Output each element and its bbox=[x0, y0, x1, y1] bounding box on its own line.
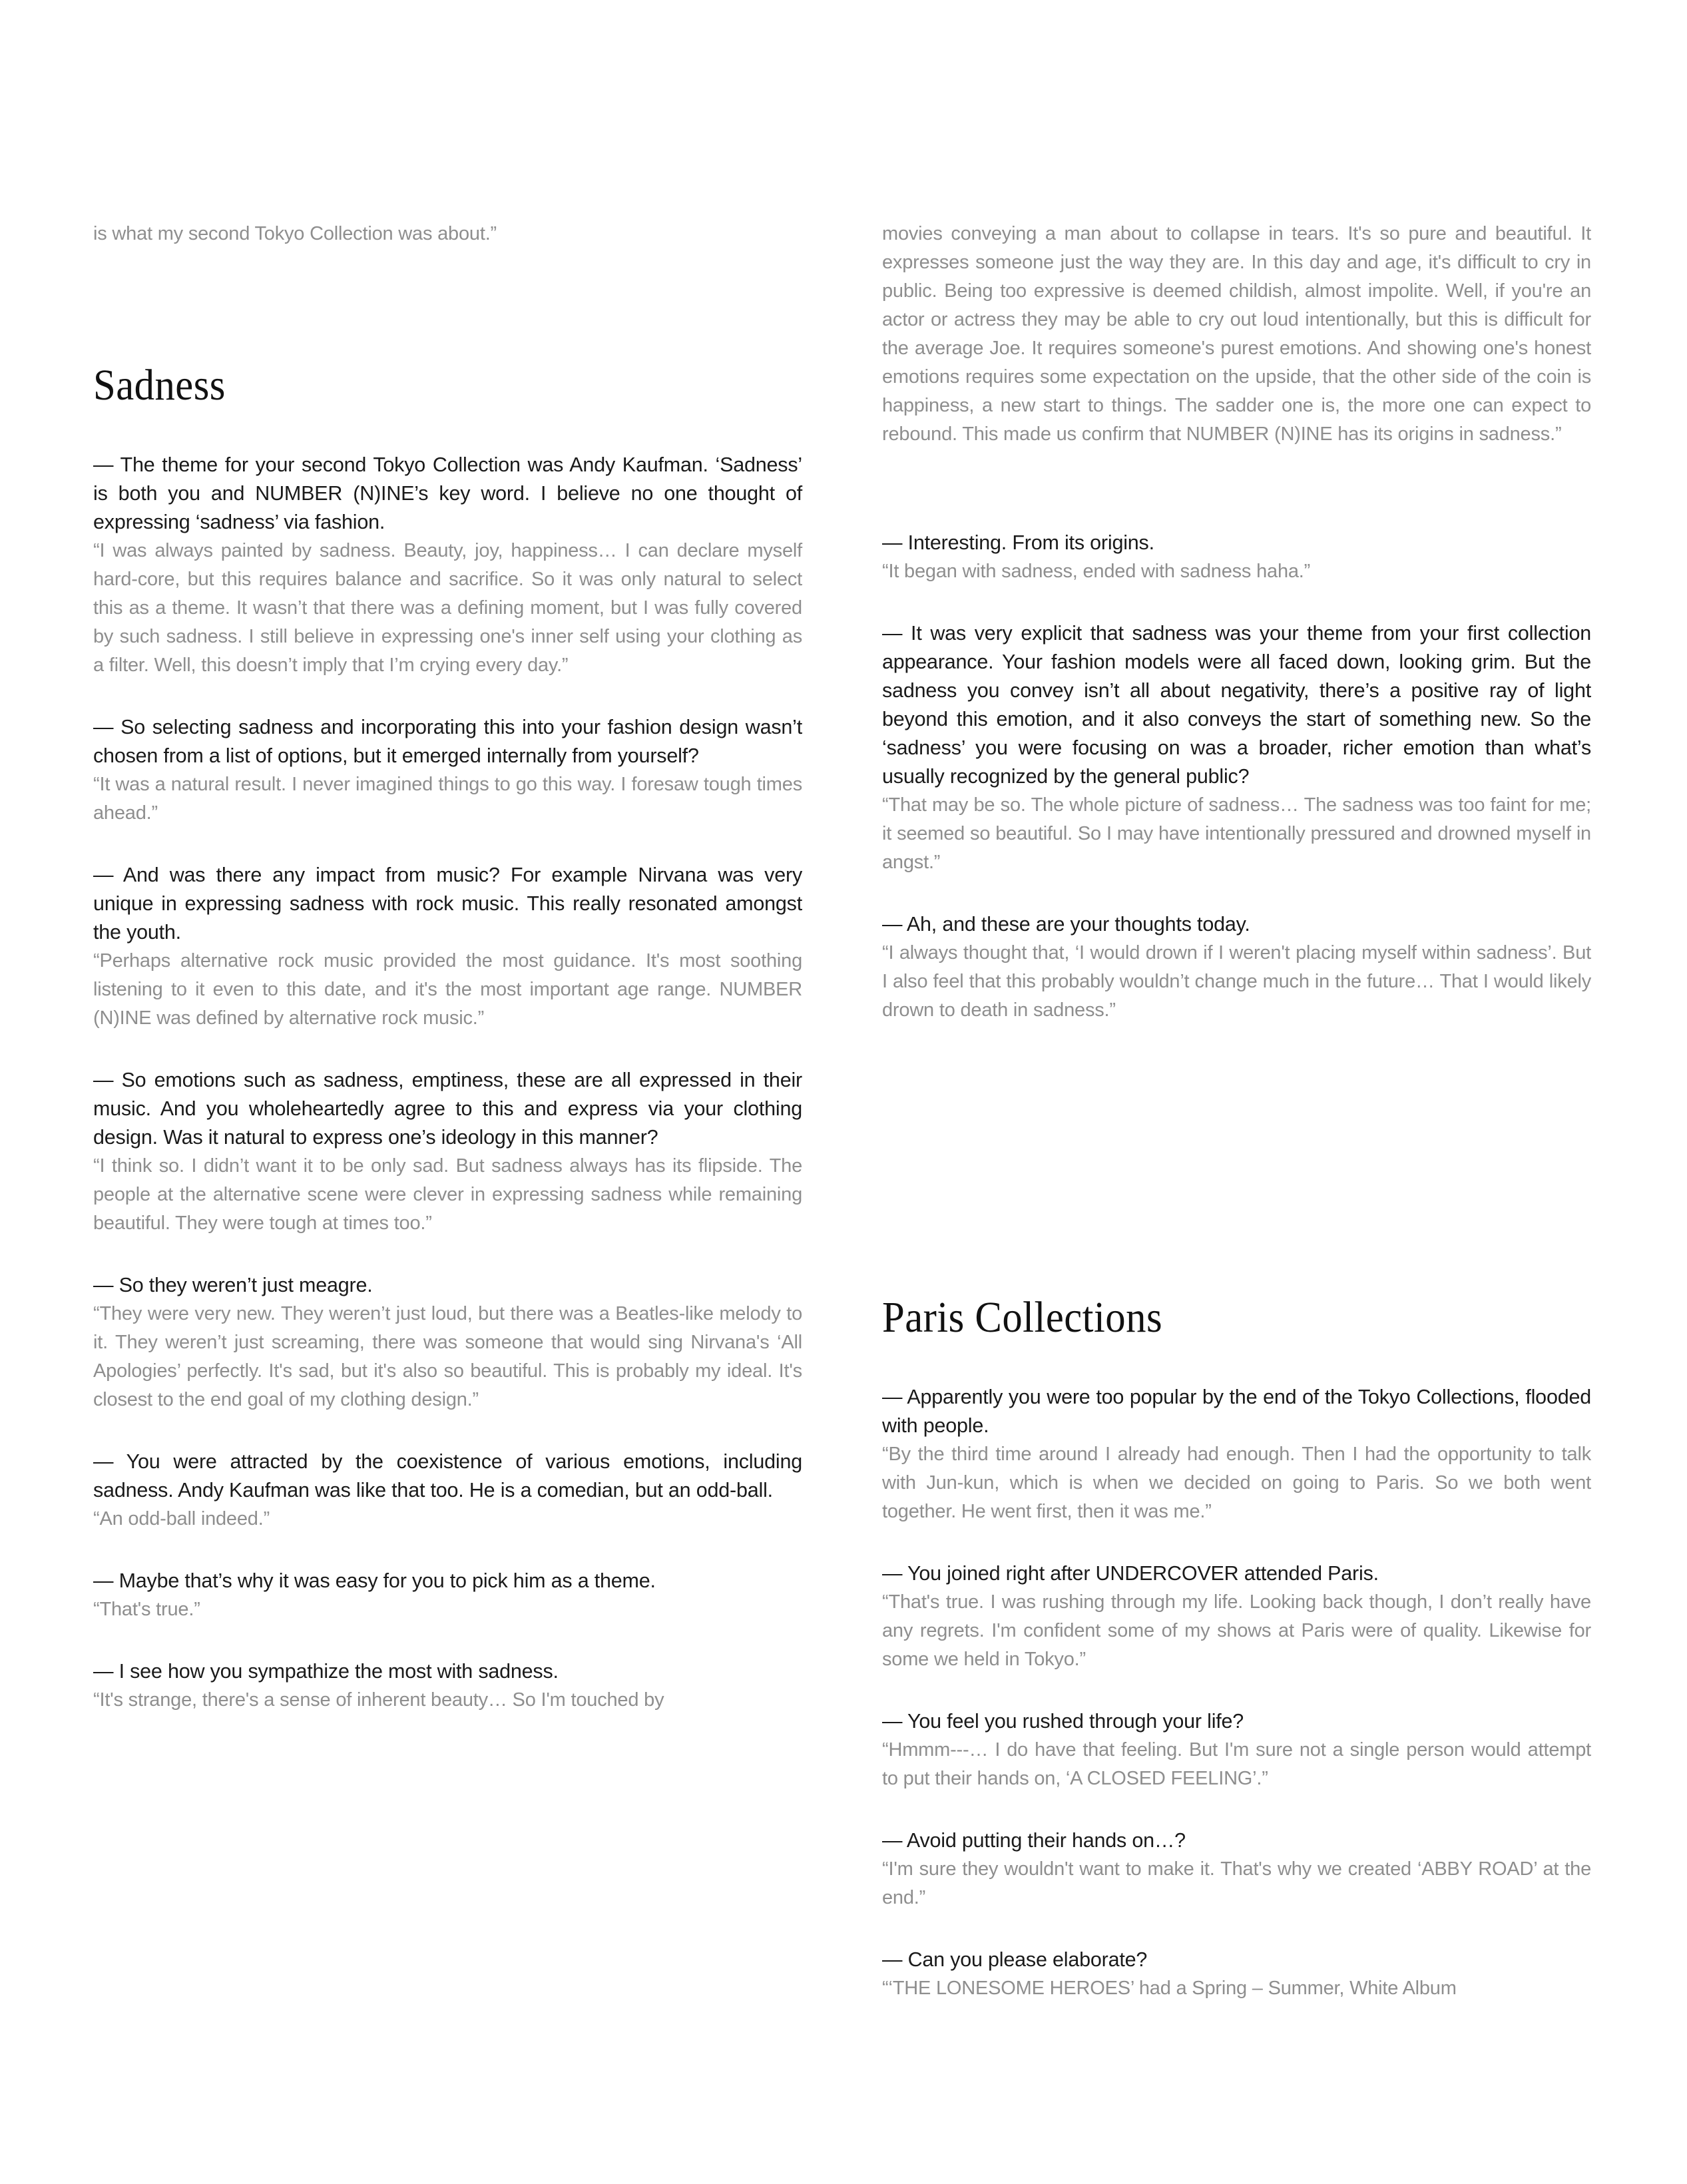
two-column-body bbox=[93, 220, 1591, 2003]
answer-text: “‘THE LONESOME HEROES’ had a Spring – Summer, White Album bbox=[882, 1978, 1457, 1999]
right-column bbox=[882, 220, 1591, 2003]
question-text: — You joined right after UNDERCOVER attended Paris. bbox=[882, 1562, 1379, 1585]
qa-block bbox=[882, 1383, 1591, 1526]
qa-block bbox=[882, 1946, 1591, 2003]
qa-block bbox=[882, 1707, 1591, 1793]
question-text: — It was very explicit that sadness was your theme from your first collection appearance. Your fashion models were all faced down, looking grim. But the sadness you convey isn’t all about negativity, there’s a positive ray of light beyond this emotion, and it also conveys the start of something new. So the ‘sadness’ you were focusing on was a broader, richer emotion than what’s usually recognized by the general public? bbox=[882, 622, 1591, 788]
qa-block bbox=[882, 1559, 1591, 1674]
qa-block bbox=[882, 619, 1591, 877]
answer-text: “It began with sadness, ended with sadness haha.” bbox=[882, 561, 1311, 582]
question-text: — Maybe that’s why it was easy for you to pick him as a theme. bbox=[93, 1569, 656, 1592]
answer-text: “They were very new. They weren’t just loud, but there was a Beatles-like melody to it. They weren’t just screaming, there was someone that would sing Nirvana's ‘All Apologies’ perfectly. It's sad, but it's also so beautiful. This is probably my ideal. It's closest to the end goal of my clothing design.” bbox=[93, 1303, 802, 1410]
answer-text: “An odd-ball indeed.” bbox=[93, 1508, 270, 1529]
question-text: — So they weren’t just meagre. bbox=[93, 1274, 373, 1296]
qa-block bbox=[93, 451, 802, 680]
answer-text: “That may be so. The whole picture of sadness… The sadness was too faint for me; it seemed so beautiful. So I may have intentionally pressured and drowned myself in angst.” bbox=[882, 794, 1591, 873]
question-text: — So selecting sadness and incorporating this into your fashion design wasn’t chosen from a list of options, but it emerged internally from yourself? bbox=[93, 716, 802, 767]
question-text: — The theme for your second Tokyo Collection was Andy Kaufman. ‘Sadness’ is both you and NUMBER (N)INE’s key word. I believe no one thought of expressing ‘sadness’ via fashion. bbox=[93, 453, 802, 533]
left-column bbox=[93, 220, 802, 2003]
qa-block bbox=[93, 1448, 802, 1533]
qa-block bbox=[93, 1066, 802, 1238]
answer-text: “I was always painted by sadness. Beauty, joy, happiness… I can declare myself hard-core, but this requires balance and sacrifice. So it was only natural to select this as a theme. It wasn’t that there was a defining moment, but I was fully covered by such sadness. I still believe in expressing one's inner self using your clothing as a filter. Well, this doesn’t imply that I’m crying every day.” bbox=[93, 540, 802, 676]
qa-block bbox=[882, 1826, 1591, 1912]
question-text: — You feel you rushed through your life? bbox=[882, 1710, 1244, 1733]
spacer-after-paris-heading bbox=[882, 1343, 1591, 1383]
question-text: — Apparently you were too popular by the end of the Tokyo Collections, flooded with people. bbox=[882, 1386, 1591, 1437]
spacer-before-paris-heading bbox=[882, 1058, 1591, 1292]
qa-block bbox=[882, 910, 1591, 1025]
spacer-after-sadness-heading bbox=[93, 411, 802, 451]
question-text: — Can you please elaborate? bbox=[882, 1948, 1148, 1971]
question-text: — Ah, and these are your thoughts today. bbox=[882, 913, 1250, 936]
qa-block bbox=[93, 1657, 802, 1715]
question-text: — Avoid putting their hands on…? bbox=[882, 1829, 1186, 1852]
question-text: — I see how you sympathize the most with sadness. bbox=[93, 1660, 559, 1683]
spacer-before-sadness-heading bbox=[93, 248, 802, 360]
answer-text: “Perhaps alternative rock music provided the most guidance. It's most soothing listening to it even to this date, and it's the most important age range. NUMBER (N)INE was defined by alternative rock music.” bbox=[93, 950, 802, 1029]
answer-text: “Hmmm---… I do have that feeling. But I'm sure not a single person would attempt to put their hands on, ‘A CLOSED FEELING’.” bbox=[882, 1739, 1591, 1789]
qa-block bbox=[93, 861, 802, 1033]
qa-block bbox=[93, 1567, 802, 1624]
qa-block bbox=[93, 713, 802, 828]
answer-text: “That's true.” bbox=[93, 1599, 200, 1620]
spacer-after-continuation bbox=[882, 449, 1591, 529]
answer-text: “That's true. I was rushing through my life. Looking back though, I don’t really have any regrets. I'm confident some of my shows at Paris were of quality. Likewise for some we held in Tokyo.” bbox=[882, 1591, 1591, 1670]
question-text: — Interesting. From its origins. bbox=[882, 531, 1154, 554]
answer-text: “It was a natural result. I never imagined things to go this way. I foresaw tough times ahead.” bbox=[93, 774, 802, 824]
answer-text: “I'm sure they wouldn't want to make it. That's why we created ‘ABBY ROAD’ at the end.” bbox=[882, 1858, 1591, 1908]
continuation-paragraph-left: is what my second Tokyo Collection was about.” bbox=[93, 223, 497, 244]
qa-block bbox=[882, 529, 1591, 586]
answer-text: “I think so. I didn’t want it to be only sad. But sadness always has its flipside. The people at the alternative scene were clever in expressing sadness while remaining beautiful. They were tough at times too.” bbox=[93, 1155, 802, 1234]
question-text: — You were attracted by the coexistence of various emotions, including sadness. Andy Kaufman was like that too. He is a comedian, but an odd-ball. bbox=[93, 1450, 802, 1502]
continuation-paragraph-right: movies conveying a man about to collapse in tears. It's so pure and beautiful. It expresses someone just the way they are. In this day and age, it's difficult to cry in public. Being too expressive is deemed childish, almost impolite. Well, if you're an actor or actress they may be able to cry out loud intentionally, but this is difficult for the average Joe. It requires someone's purest emotions. And showing one's honest emotions requires some expectation on the upside, that the other side of the coin is happiness, a new start to things. The sadder one is, the more one can expect to rebound. This made us confirm that NUMBER (N)INE has its origins in sadness.” bbox=[882, 223, 1591, 445]
qa-block bbox=[93, 1271, 802, 1414]
section-heading-sadness: Sadness bbox=[93, 361, 226, 410]
answer-text: “It's strange, there's a sense of inherent beauty… So I'm touched by bbox=[93, 1689, 664, 1711]
answer-text: “I always thought that, ‘I would drown if I weren't placing myself within sadness’. But I also feel that this probably wouldn’t change much in the future… That I would likely drown to death in sadness.” bbox=[882, 942, 1591, 1021]
question-text: — So emotions such as sadness, emptiness, these are all expressed in their music. And you wholeheartedly agree to this and express via your clothing design. Was it natural to express one’s ideology in this manner? bbox=[93, 1069, 802, 1149]
section-heading-paris-collections: Paris Collections bbox=[882, 1293, 1163, 1342]
answer-text: “By the third time around I already had enough. Then I had the opportunity to talk with Jun-kun, which is when we decided on going to Paris. So we both went together. He went first, then it was me.” bbox=[882, 1444, 1591, 1522]
question-text: — And was there any impact from music? For example Nirvana was very unique in expressing sadness with rock music. This really resonated amongst the youth. bbox=[93, 864, 802, 944]
